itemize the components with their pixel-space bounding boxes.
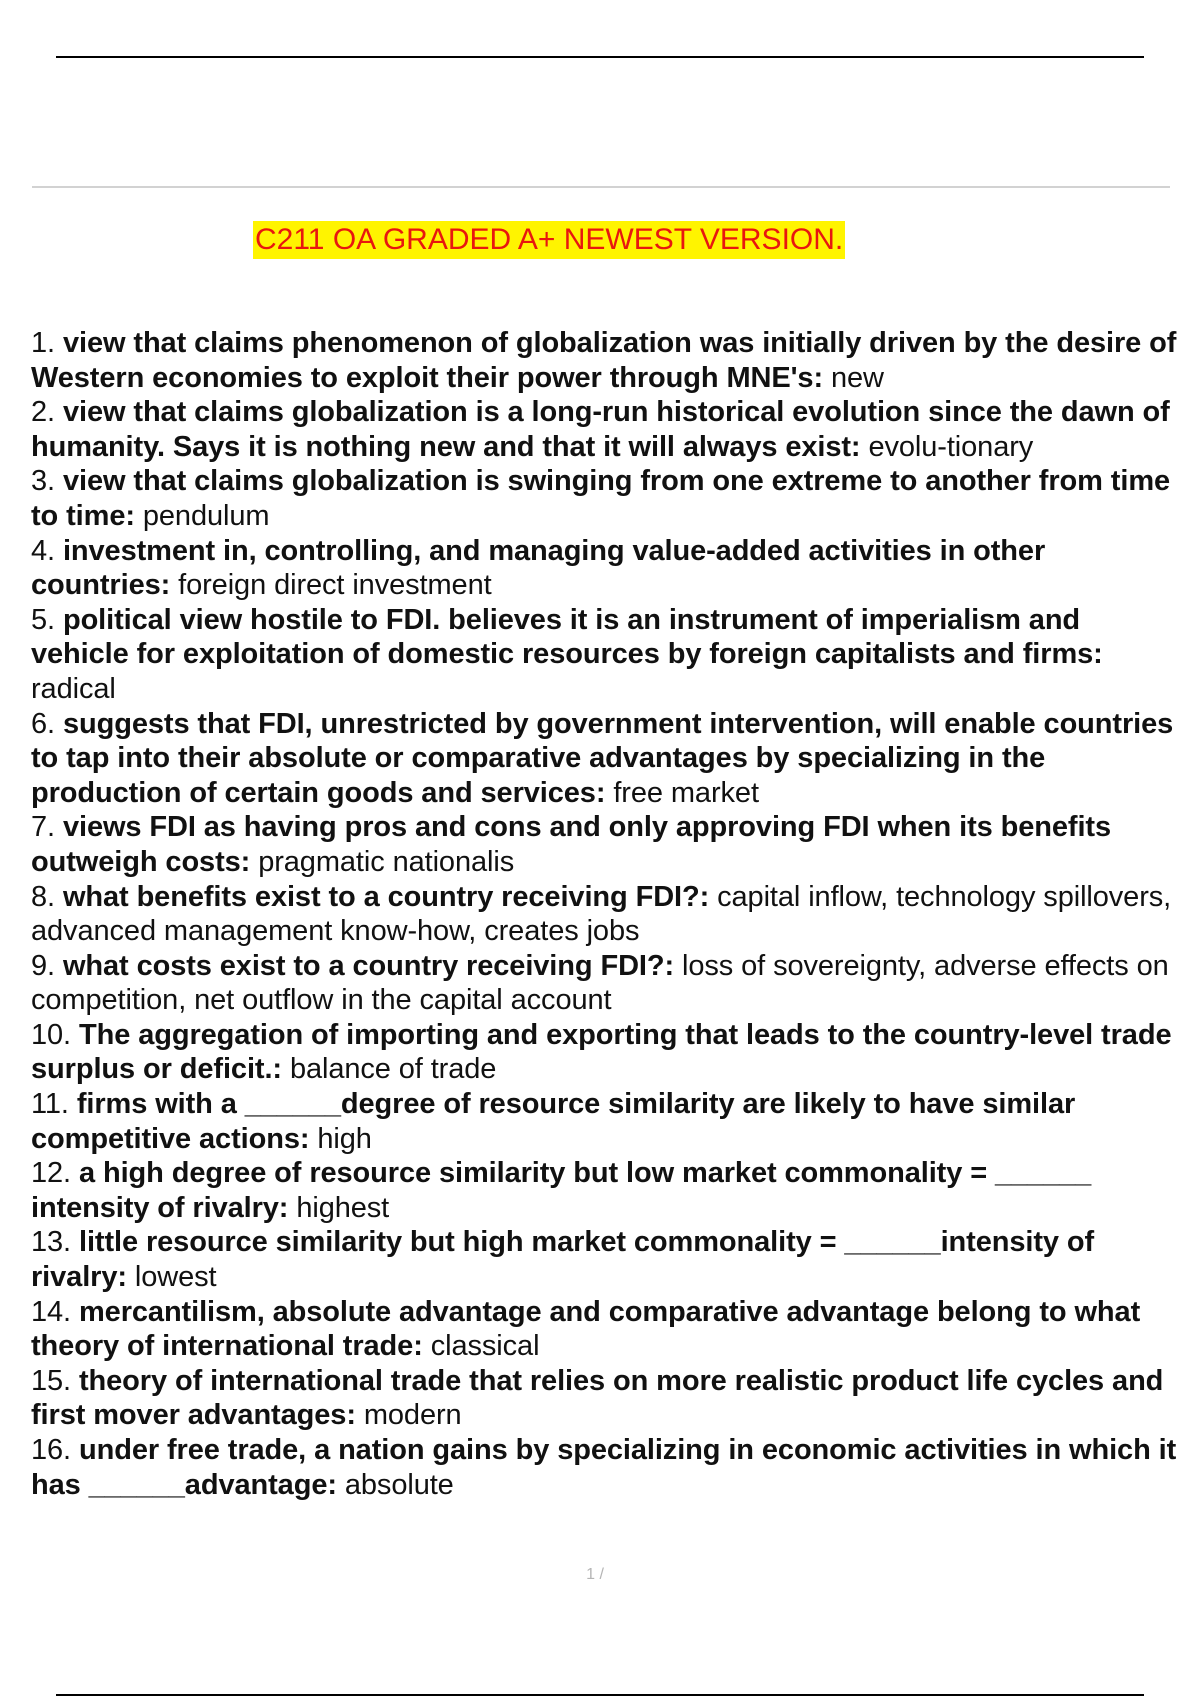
- qa-item-14: [31, 1295, 1181, 1364]
- qa-item-1: [31, 326, 1181, 395]
- answer-text: modern: [355, 1399, 462, 1432]
- qa-list: [31, 326, 1181, 1502]
- answer-text: classical: [422, 1330, 540, 1363]
- question-text: view that claims phenomenon of globalization was initially driven by the desire of Western economies to exploit their power through MNE's:: [31, 327, 1177, 394]
- answer-text: balance of trade: [281, 1053, 497, 1086]
- top-rule: [56, 56, 1144, 58]
- page-number: 1 /: [586, 1566, 604, 1583]
- question-text: The aggregation of importing and exporting that leads to the country-level trade surplus or deficit.:: [31, 1018, 1172, 1086]
- question-text: what benefits exist to a country receiving FDI?:: [62, 880, 710, 913]
- answer-text: lowest: [126, 1261, 217, 1294]
- item-number: 6.: [31, 707, 63, 740]
- item-number: 11.: [31, 1088, 77, 1121]
- qa-item-15: [31, 1364, 1181, 1433]
- qa-item-7: [31, 810, 1181, 879]
- qa-item-13: [31, 1225, 1181, 1294]
- qa-item-9: [31, 949, 1181, 1018]
- answer-text: free market: [605, 776, 759, 809]
- answer-text: new: [823, 361, 884, 394]
- qa-item-12: [31, 1156, 1181, 1225]
- item-number: 13.: [31, 1226, 79, 1259]
- question-text: theory of international trade that relies on more realistic product life cycles and first mover advantages:: [31, 1364, 1164, 1432]
- question-text: view that claims globalization is swinging from one extreme to another from time to time:: [31, 465, 1171, 532]
- qa-item-2: [31, 395, 1181, 464]
- item-number: 1.: [31, 327, 63, 359]
- question-text: mercantilism, absolute advantage and comparative advantage belong to what theory of international trade:: [31, 1295, 1141, 1363]
- item-number: 16.: [31, 1434, 79, 1466]
- answer-text: high: [309, 1122, 372, 1155]
- item-number: 12.: [31, 1157, 79, 1190]
- question-text: a high degree of resource similarity but low market commonality = ______ intensity of rivalry:: [31, 1157, 1092, 1224]
- question-text: little resource similarity but high market commonality = ______intensity of rivalry:: [31, 1226, 1095, 1294]
- item-number: 4.: [31, 534, 63, 567]
- item-number: 5.: [31, 603, 63, 636]
- document-title: C211 OA GRADED A+ NEWEST VERSION.: [253, 221, 845, 259]
- item-number: 2.: [31, 396, 63, 429]
- answer-text: loss of sovereignty, adverse effects on competition, net outflow in the capital account: [31, 949, 1169, 1017]
- answer-text: pragmatic nationalis: [250, 845, 515, 878]
- answer-text: pendulum: [134, 499, 270, 532]
- question-text: views FDI as having pros and cons and only approving FDI when its benefits outweigh costs:: [31, 811, 1112, 878]
- question-text: investment in, controlling, and managing value-added activities in other countries:: [31, 534, 1046, 602]
- answer-text: capital inflow, technology spillovers, advanced management know-how, creates jobs: [31, 880, 1172, 948]
- bottom-rule: [56, 1694, 1144, 1696]
- question-text: political view hostile to FDI. believes it is an instrument of imperialism and vehicle for exploitation of domestic resources by foreign capitalists and firms:: [31, 603, 1103, 671]
- answer-text: radical: [31, 672, 116, 705]
- answer-text: evolu-tionary: [860, 430, 1034, 463]
- question-text: view that claims globalization is a long-run historical evolution since the dawn of humanity. Says it is nothing new and that it will always exist:: [31, 396, 1170, 463]
- qa-item-16: [31, 1433, 1181, 1502]
- qa-item-8: [31, 880, 1181, 949]
- question-text: what costs exist to a country receiving FDI?:: [62, 949, 675, 982]
- qa-item-6: [31, 707, 1181, 811]
- question-text: firms with a ______degree of resource similarity are likely to have similar competitive actions:: [31, 1088, 1076, 1155]
- answer-text: foreign direct investment: [170, 569, 492, 602]
- answer-text: highest: [288, 1191, 390, 1224]
- qa-item-10: [31, 1018, 1181, 1087]
- item-number: 14.: [31, 1295, 79, 1328]
- item-number: 10.: [31, 1018, 79, 1051]
- qa-item-11: [31, 1087, 1181, 1156]
- item-number: 15.: [31, 1364, 79, 1397]
- item-number: 7.: [31, 811, 63, 844]
- qa-item-4: [31, 534, 1181, 603]
- answer-text: absolute: [336, 1468, 454, 1501]
- question-text: under free trade, a nation gains by specializing in economic activities in which it has ______advantage:: [31, 1434, 1177, 1501]
- qa-item-5: [31, 603, 1181, 707]
- item-number: 9.: [31, 949, 63, 982]
- qa-item-3: [31, 464, 1181, 533]
- question-text: suggests that FDI, unrestricted by government intervention, will enable countries to tap into their absolute or comparative advantages by specializing in the production of certain goods and services:: [31, 707, 1174, 809]
- header-divider: [32, 186, 1170, 188]
- item-number: 8.: [31, 880, 63, 913]
- item-number: 3.: [31, 465, 63, 498]
